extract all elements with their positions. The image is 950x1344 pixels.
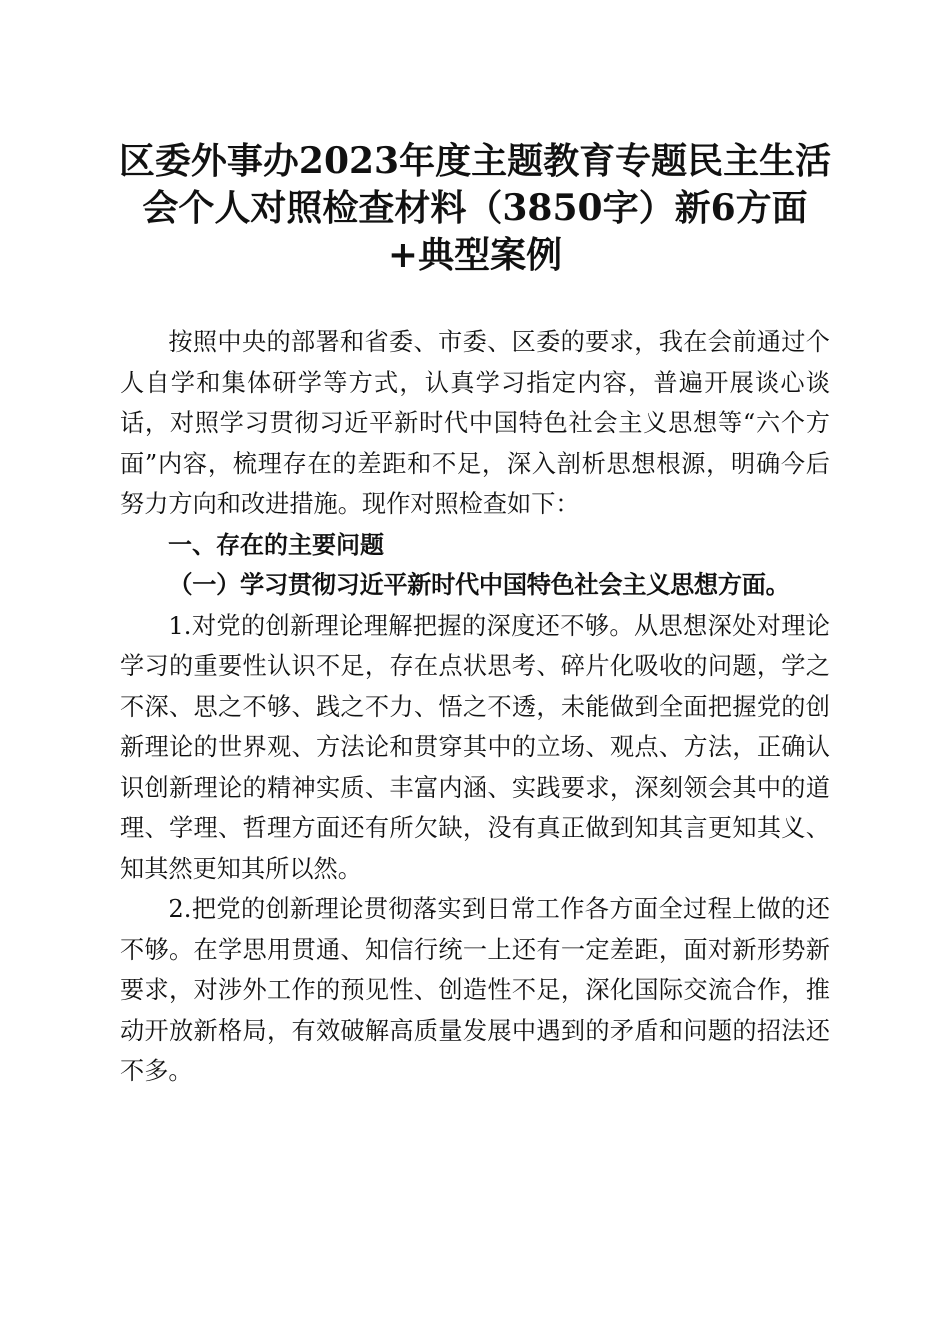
document-title: 区委外事办2023年度主题教育专题民主生活会个人对照检查材料（3850字）新6方面+典型案例 bbox=[118, 140, 832, 276]
item-2-paragraph: 2.把党的创新理论贯彻落实到日常工作各方面全过程上做的还不够。在学思用贯通、知信行统一上还有一定差距，面对新形势新要求，对涉外工作的预见性、创造性不足，深化国际交流合作，推动开放新格局，有效破解高质量发展中遇到的矛盾和问题的招法还不多。 bbox=[120, 895, 830, 1085]
section-heading: 一、存在的主要问题 bbox=[168, 530, 384, 559]
subsection-heading: （一）学习贯彻习近平新时代中国特色社会主义思想方面。 bbox=[168, 570, 790, 599]
item-1-paragraph: 1.对党的创新理论理解把握的深度还不够。从思想深处对理论学习的重要性认识不足，存在点状思考、碎片化吸收的问题，学之不深、思之不够、践之不力、悟之不透，未能做到全面把握党的创新理论的世界观、方法论和贯穿其中的立场、观点、方法，正确认识创新理论的精神实质、丰富内涵、实践要求，深刻领会其中的道理、学理、哲理方面还有所欠缺，没有真正做到知其言更知其义、知其然更知其所以然。 bbox=[120, 611, 830, 883]
intro-paragraph: 按照中央的部署和省委、市委、区委的要求，我在会前通过个人自学和集体研学等方式，认真学习指定内容，普遍开展谈心谈话，对照学习贯彻习近平新时代中国特色社会主义思想等“六个方面”内容，梳理存在的差距和不足，深入剖析思想根源，明确今后努力方向和改进措施。现作对照检查如下： bbox=[120, 328, 830, 518]
document-body bbox=[120, 322, 830, 1092]
